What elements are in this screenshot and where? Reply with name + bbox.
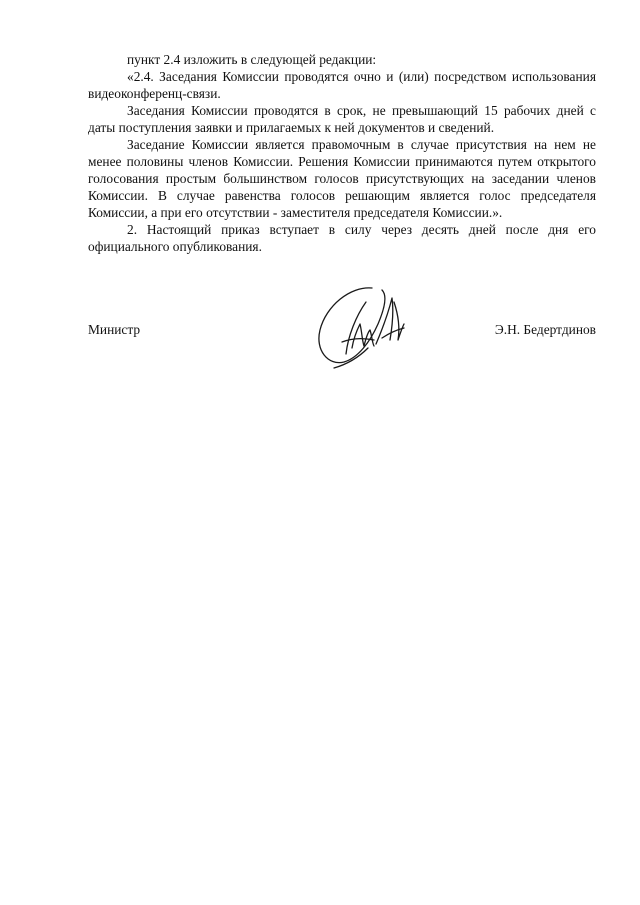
paragraph-intro: пункт 2.4 изложить в следующей редакции: [127, 52, 377, 67]
signatory-name: Э.Н. Бедертдинов [494, 322, 596, 337]
signature-block [88, 284, 596, 370]
paragraph-effective-date: 2. Настоящий приказ вступает в силу через десять дней после дня его официального опубликования. [88, 222, 596, 254]
paragraph-clause-2-4: «2.4. Заседания Комиссии проводятся очно и (или) посредством использования видеоконференц-связи. [88, 69, 596, 101]
document-body [88, 51, 596, 255]
paragraph-meeting-deadline: Заседания Комиссии проводятся в срок, не превышающий 15 рабочих дней с даты поступления заявки и прилагаемых к ней документов и сведений. [88, 103, 596, 135]
signatory-title: Министр [88, 322, 141, 337]
handwritten-signature-icon [312, 284, 408, 370]
paragraph-quorum: Заседание Комиссии является правомочным в случае присутствия на нем не менее половины членов Комиссии. Решения Комиссии принимаются путем открытого голосования простым большинством голосов присутствующих на заседании членов Комиссии. В случае равенства голосов решающим является голос председателя Комиссии, а при его отсутствии - заместителя председателя Комиссии.». [88, 137, 596, 220]
